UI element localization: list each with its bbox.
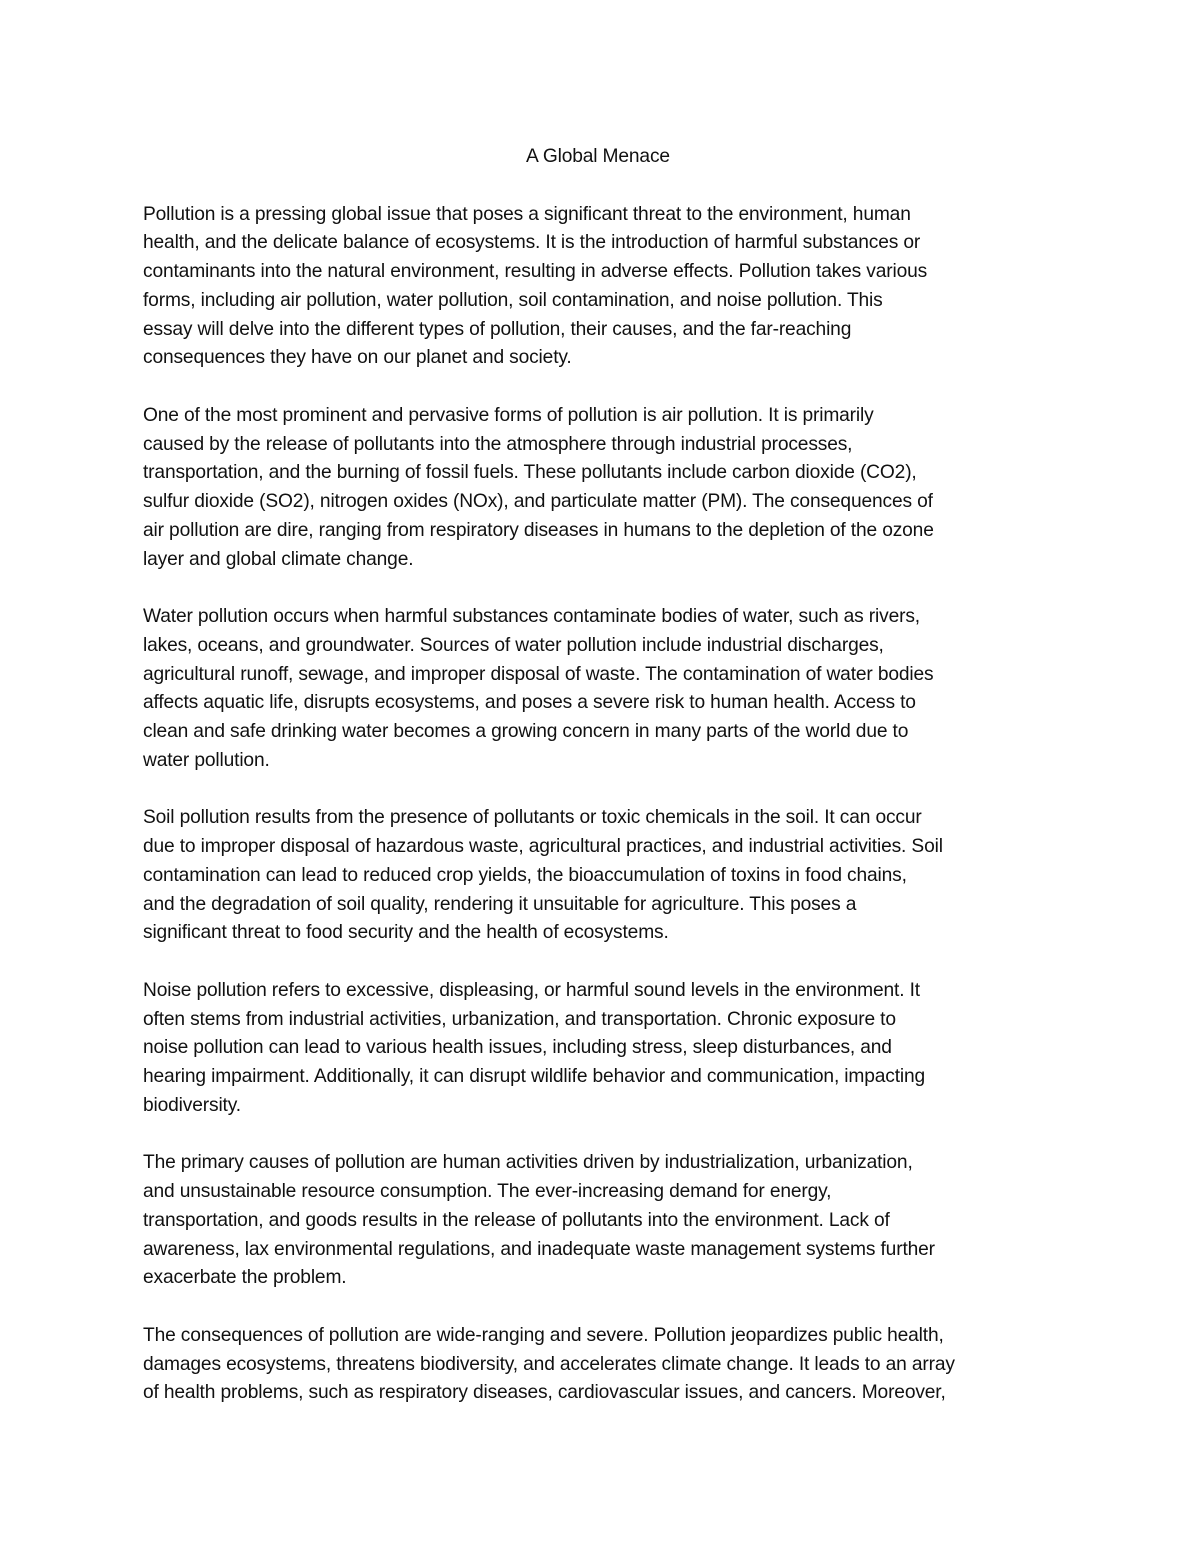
text-line: sulfur dioxide (SO2), nitrogen oxides (NOx), and particulate matter (PM). The consequences of: [143, 491, 933, 512]
paragraph-soil-pollution: [143, 804, 1063, 948]
text-line: One of the most prominent and pervasive forms of pollution is air pollution. It is primarily: [143, 404, 874, 426]
paragraph-air-pollution: [143, 402, 1063, 575]
text-line: transportation, and the burning of fossil fuels. These pollutants include carbon dioxide (CO2),: [143, 462, 917, 484]
text-line: clean and safe drinking water becomes a growing concern in many parts of the world due to: [143, 721, 909, 742]
text-line: essay will delve into the different types of pollution, their causes, and the far-reaching: [143, 318, 852, 340]
text-line: agricultural runoff, sewage, and improper disposal of waste. The contamination of water bodies: [143, 663, 934, 685]
text-line: biodiversity.: [143, 1094, 241, 1116]
text-line: contamination can lead to reduced crop yields, the bioaccumulation of toxins in food chains,: [143, 864, 907, 886]
paragraph-causes: [143, 1149, 1063, 1293]
text-line: awareness, lax environmental regulations, and inadequate waste management systems further: [143, 1238, 935, 1260]
text-line: damages ecosystems, threatens biodiversity, and accelerates climate change. It leads to an array: [143, 1353, 955, 1375]
text-line: consequences they have on our planet and society.: [143, 347, 572, 369]
text-line: The consequences of pollution are wide-ranging and severe. Pollution jeopardizes public health,: [143, 1324, 944, 1346]
text-line: air pollution are dire, ranging from respiratory diseases in humans to the depletion of the ozone: [143, 519, 934, 541]
text-line: exacerbate the problem.: [143, 1267, 347, 1289]
text-line: contaminants into the natural environment, resulting in adverse effects. Pollution takes various: [143, 261, 928, 282]
paragraph-introduction: [143, 201, 1063, 374]
text-line: water pollution.: [143, 749, 270, 771]
text-line: and unsustainable resource consumption. The ever-increasing demand for energy,: [143, 1181, 832, 1202]
paragraph-noise-pollution: [143, 977, 1063, 1121]
text-line: often stems from industrial activities, urbanization, and transportation. Chronic exposure to: [143, 1008, 896, 1030]
text-line: Noise pollution refers to excessive, displeasing, or harmful sound levels in the environment. It: [143, 979, 920, 1001]
text-line: Soil pollution results from the presence of pollutants or toxic chemicals in the soil. It can occur: [143, 807, 922, 829]
text-line: caused by the release of pollutants into the atmosphere through industrial processes,: [143, 433, 853, 455]
text-line: due to improper disposal of hazardous waste, agricultural practices, and industrial activities. Soil: [143, 836, 943, 857]
text-line: transportation, and goods results in the release of pollutants into the environment. Lack of: [143, 1209, 890, 1231]
text-line: significant threat to food security and the health of ecosystems.: [143, 922, 669, 944]
text-line: Water pollution occurs when harmful substances contaminate bodies of water, such as rivers,: [143, 606, 920, 627]
paragraph-water-pollution: [143, 603, 1063, 776]
text-line: The primary causes of pollution are human activities driven by industrialization, urbanization,: [143, 1152, 913, 1174]
text-line: Pollution is a pressing global issue that poses a significant threat to the environment, human: [143, 203, 911, 225]
text-line: affects aquatic life, disrupts ecosystems, and poses a severe risk to human health. Access to: [143, 692, 916, 714]
text-line: health, and the delicate balance of ecosystems. It is the introduction of harmful substances or: [143, 232, 921, 254]
document-title: A Global Menace: [526, 146, 670, 167]
text-line: forms, including air pollution, water pollution, soil contamination, and noise pollution. This: [143, 289, 883, 311]
text-line: noise pollution can lead to various health issues, including stress, sleep disturbances, and: [143, 1037, 892, 1059]
document-body: [143, 143, 1063, 1437]
text-line: layer and global climate change.: [143, 548, 414, 570]
text-line: and the degradation of soil quality, rendering it unsuitable for agriculture. This poses a: [143, 893, 857, 915]
text-line: hearing impairment. Additionally, it can disrupt wildlife behavior and communication, impacting: [143, 1066, 926, 1087]
text-line: lakes, oceans, and groundwater. Sources of water pollution include industrial discharges,: [143, 634, 884, 656]
paragraph-consequences: [143, 1322, 1063, 1408]
text-line: of health problems, such as respiratory diseases, cardiovascular issues, and cancers. Moreover,: [143, 1382, 946, 1404]
